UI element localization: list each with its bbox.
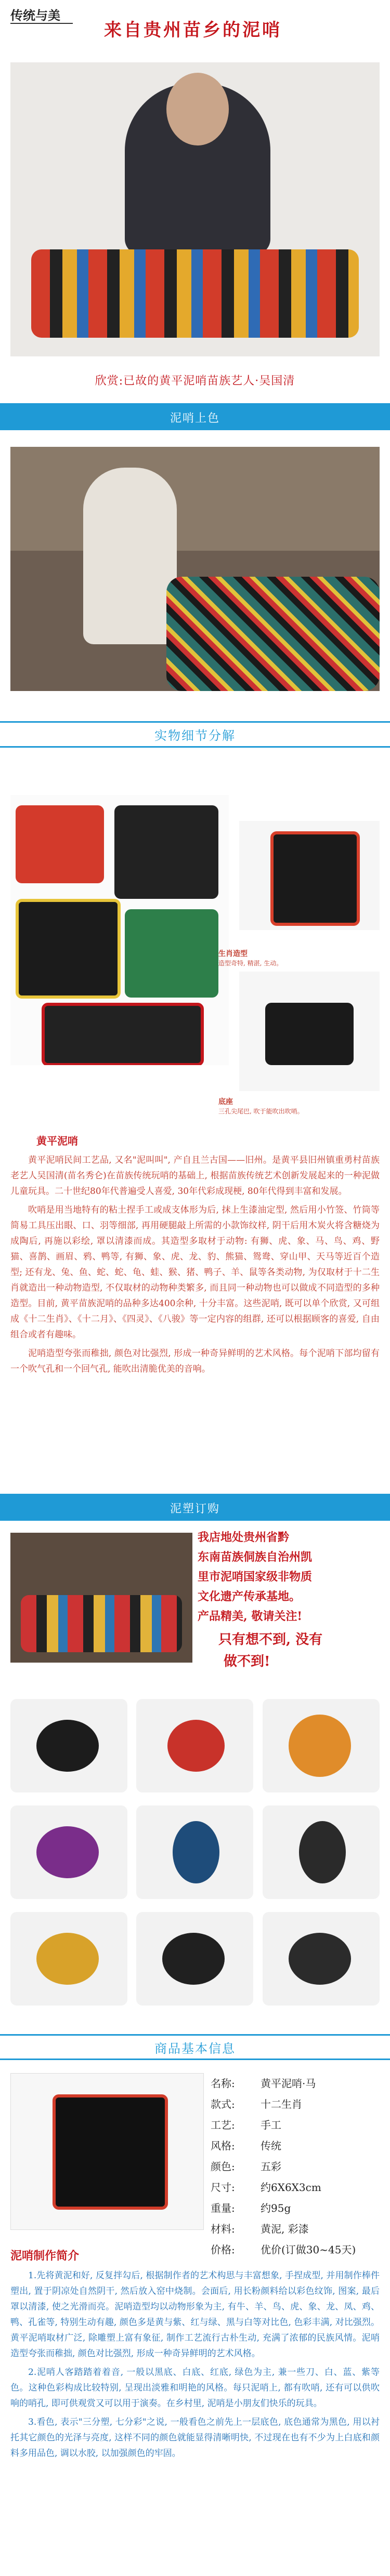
coloring-photo	[10, 447, 380, 691]
toy-1	[16, 805, 104, 883]
spec-value: 黄泥, 彩漆	[261, 2223, 309, 2235]
order-line: 产品精美, 敬请关注!	[198, 1610, 302, 1623]
spec-value: 传统	[261, 2140, 281, 2152]
toy-5	[42, 1003, 204, 1065]
making-paragraph: 3.看色, 表示"三分塑, 七分彩"之说, 一般看色之前先上一层底色, 底色通常为黑色, 用以衬托其它颜色的光泽与亮度, 这样不同的颜色就能显得清晰明快, 不过现在也有不少为上白底和颜料多用品色, 调以水胶, 以加强颜色的牢固。	[10, 2417, 380, 2459]
caption-shape-body: 造型奇特, 精湛, 生动。	[218, 960, 283, 967]
section-title-detail: 实物细节分解	[154, 728, 236, 743]
spec-key: 尺寸:	[211, 2181, 235, 2194]
hero-caption: 欣赏:已故的黄平泥哨苗族艺人·吴国清	[95, 375, 295, 388]
spec-list	[211, 2073, 382, 2260]
spec-value: 黄平泥哨·马	[261, 2077, 316, 2090]
detail-bottom-photo	[239, 972, 380, 1091]
spec-key: 风格:	[211, 2140, 235, 2152]
header-left-title: 传统与美	[10, 8, 60, 23]
caption-shape-title: 生肖造型	[218, 950, 248, 958]
order-line: 里市泥哨国家级非物质	[198, 1570, 313, 1584]
workshop-wall	[10, 447, 380, 551]
spec-value: 优价(订做30~45天)	[261, 2243, 356, 2256]
spec-key: 款式:	[211, 2098, 235, 2110]
order-text	[198, 1528, 380, 1626]
spec-key: 颜色:	[211, 2160, 235, 2173]
spec-key: 价格:	[211, 2243, 235, 2256]
detail-tiger	[270, 831, 360, 926]
spec-row	[211, 2219, 382, 2239]
product-thumb[interactable]	[136, 1805, 253, 1899]
product-horse	[53, 2094, 168, 2210]
making-paragraph: 1.先将黄泥和好, 反复拌勾后, 根据制作者的艺术构思与丰富想象, 手捏成型, 并用制作棒件塑出, 置于阴凉处自然阴干, 然后放入窑中烧制。会面后, 用长粉颜料给以彩色纹饰, 图案, 最后罩以清漆, 使之光滑而亮。泥哨造型均以动物形象为主, 有牛、羊、鸟、虎、象、龙、凤、鸡、鸭、孔雀等, 特别生动有趣, 颜色多是黄与紫、红与绿、黑与白等对比色, 色彩丰满, 对比强烈。黄平泥哨取材广泛, 除雕塑上富有象征, 制作工艺流行古朴生动, 充满了浓郁的民族风情。泥哨造型夸张而稚拙, 颜色对比强烈, 形成一种奇异鲜明的艺术风格。	[10, 2270, 380, 2359]
about-title: 黄平泥哨	[36, 1135, 78, 1147]
spec-row	[211, 2094, 382, 2115]
section-title-coloring: 泥哨上色	[170, 412, 220, 425]
product-thumb[interactable]	[263, 1699, 380, 1792]
about-text	[10, 1152, 380, 1377]
section-rule-info-top	[0, 2034, 390, 2036]
detail-group-photo	[10, 795, 229, 1065]
order-line: 文化遗产传承基地。	[198, 1590, 301, 1603]
spec-key: 材料:	[211, 2223, 235, 2235]
product-thumb[interactable]	[10, 1805, 127, 1899]
whistle-group	[31, 249, 359, 338]
product-photo	[10, 2073, 204, 2230]
detail-base	[265, 1003, 354, 1065]
about-paragraph: 吹哨是用当地特有的粘土捏手工或成支体形为后, 抹上生漆油定型, 然后用小竹签、竹筒等简易工具压出眼、口、羽等细部, 再用硬腿敲上所需的小款饰纹样, 阴干后用木炭火将含糖烧为成陶后, 再施以彩绘, 罩以清漆而成。其造型多取材于动物: 有狮、虎、象、马、鸟、鸡、野猫、喜鹊、画眉、鸦、鸭等, 有狮、象、虎、龙、豹、熊猫、鸳鸯、穿山甲、天马等近百个造型; 还有龙、兔、鱼、蛇、蛇、龟、蛙、猴、猪、鸭子、羊、鼠等各类动物, 为仅取材于十二生肖就造出一种动物造型, 不仅取材的动物种类繁多, 而且同一种动物也可以做成不同造型的多种造型。目前, 黄平苗族泥哨的品种多达400余种, 十分丰富。这些泥哨, 既可以单个欣赏, 又可组成《十二生肖》、《十二月》、《四灵》、《八骏》等一定内容的组群, 还可以根据顾客的喜爱, 自由组合或者有趣味。	[10, 1205, 380, 1340]
caption-bottom-body: 三孔尖尾巴, 吹于能吹出吹哨。	[218, 1108, 304, 1115]
detail-top-photo	[239, 821, 380, 930]
artisan-head	[166, 73, 229, 145]
section-band-order	[0, 1494, 390, 1521]
order-emphasis	[218, 1629, 380, 1672]
section-band-coloring	[0, 403, 390, 430]
spec-value: 约6X6X3cm	[261, 2181, 321, 2194]
spec-row	[211, 2156, 382, 2177]
section-title-order: 泥塑订购	[170, 1503, 220, 1516]
order-line: 我店地处贵州省黔	[198, 1531, 290, 1544]
spec-key: 名称:	[211, 2077, 235, 2090]
about-paragraph: 泥哨造型夸张而稚拙, 颜色对比强烈, 形成一种奇异鲜明的艺术风格。每个泥哨下部均留有一个吹气孔和一个回气孔, 能吹出清脆优美的音响。	[10, 1348, 380, 1374]
toy-2	[114, 805, 218, 899]
making-text	[10, 2268, 380, 2461]
section-rule-detail-bottom	[0, 746, 390, 748]
order-photo	[10, 1533, 192, 1663]
spec-row	[211, 2198, 382, 2219]
hero-photo	[10, 62, 380, 356]
whistle-table	[166, 577, 380, 691]
product-thumb[interactable]	[263, 1912, 380, 2006]
spec-key: 工艺:	[211, 2119, 235, 2131]
spec-row	[211, 2239, 382, 2260]
product-grid	[10, 1699, 380, 2011]
making-paragraph: 2.泥哨人客踏踏着着音, 一般以黑底、白底、红底, 绿色为主, 兼一些刀、白、蓝、紫等色。这种色彩构成比较特别, 呈现出淡雅和明艳的风格。每只泥哨上, 都有吹哨, 还有可以供吹响的哨孔, 即可供观赏又可以用于演奏。在乡村里, 泥哨是小朋友们快乐的玩具。	[10, 2367, 380, 2409]
spec-value: 手工	[261, 2119, 281, 2131]
spec-value: 十二生肖	[261, 2098, 302, 2110]
about-paragraph: 黄平泥哨民间工艺品, 又名"泥叫叫", 产自且兰古国——旧州。是黄平县旧州镇重勇村苗族老艺人吴国清(苗名秀仑)在苗族传统玩哨的基础上, 根据苗族传统艺术创新发展起来的一种泥做儿童玩具。二十世纪80年代普遍受人喜爱, 30年代彩成现梗, 80年代得到丰富和发展。	[10, 1155, 380, 1197]
spec-row	[211, 2177, 382, 2198]
product-thumb[interactable]	[10, 1699, 127, 1792]
caption-bottom-title: 底座	[218, 1098, 233, 1106]
order-whistles	[21, 1595, 182, 1652]
order-line: 东南苗族侗族自治州凯	[198, 1550, 313, 1564]
product-thumb[interactable]	[136, 1699, 253, 1792]
order-emphasis-line: 做不到!	[224, 1654, 270, 1669]
section-rule-detail-top	[0, 721, 390, 723]
order-emphasis-line: 只有想不到, 没有	[218, 1632, 323, 1648]
product-thumb[interactable]	[10, 1912, 127, 2006]
section-rule-info-bottom	[0, 2059, 390, 2060]
header-left-rule	[10, 23, 73, 24]
painter-figure	[83, 468, 177, 644]
toy-4	[125, 909, 218, 998]
spec-key: 重量:	[211, 2202, 235, 2214]
product-thumb[interactable]	[263, 1805, 380, 1899]
spec-row	[211, 2073, 382, 2094]
making-title: 泥哨制作简介	[10, 2249, 80, 2263]
product-thumb[interactable]	[136, 1912, 253, 2006]
spec-row	[211, 2115, 382, 2135]
section-title-info: 商品基本信息	[154, 2041, 236, 2056]
spec-value: 五彩	[261, 2160, 281, 2173]
toy-3	[16, 899, 121, 999]
spec-row	[211, 2135, 382, 2156]
header-right-title: 来自贵州苗乡的泥哨	[104, 20, 282, 41]
spec-value: 约95g	[261, 2202, 291, 2214]
